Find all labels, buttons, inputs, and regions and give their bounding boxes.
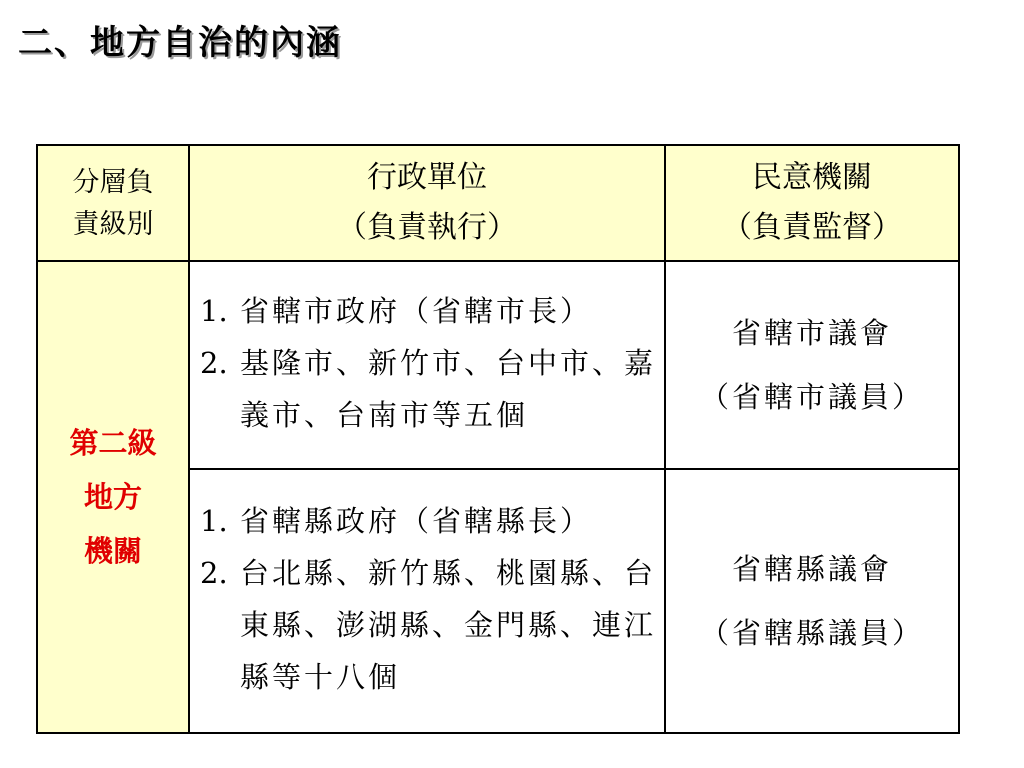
exec-item-text: 省轄縣政府（省轄縣長）: [240, 504, 593, 538]
level-header-line2: 責級別: [72, 209, 154, 240]
local-autonomy-table: [36, 144, 960, 734]
council-cell: [665, 261, 959, 469]
level-label-line2: 地方: [83, 480, 142, 514]
level-header-line1: 分層負: [72, 167, 154, 198]
table-row: [37, 261, 959, 469]
exec-list-item: [200, 285, 658, 337]
level-header-cell: [37, 145, 189, 261]
council-members: （省轄縣議員）: [699, 616, 924, 650]
exec-cell: [189, 469, 665, 733]
council-members: （省轄市議員）: [699, 380, 924, 414]
level-label-line1: 第二級: [69, 426, 157, 460]
exec-header-line2: （負責執行）: [337, 210, 517, 245]
exec-item-text: 台北縣、新竹縣、桃園縣、台東縣、澎湖縣、金門縣、連江縣等十八個: [240, 556, 657, 694]
exec-item-text: 省轄市政府（省轄市長）: [240, 294, 593, 328]
level-label-line3: 機關: [83, 534, 142, 568]
exec-item-number: 1.: [200, 504, 228, 538]
exec-list-item: [200, 495, 658, 547]
exec-list-item: [200, 337, 658, 441]
exec-cell: [189, 261, 665, 469]
exec-list: [190, 281, 664, 449]
exec-list: [190, 491, 664, 711]
level-cell: [37, 261, 189, 733]
council-name: 省轄市議會: [731, 316, 892, 350]
exec-item-text: 基隆市、新竹市、台中市、嘉義市、台南市等五個: [240, 346, 657, 432]
exec-header-line1: 行政單位: [367, 160, 487, 195]
exec-header-cell: [189, 145, 665, 261]
exec-list-item: [200, 547, 658, 703]
exec-item-number: 2.: [200, 556, 228, 590]
exec-item-number: 2.: [200, 346, 228, 380]
council-header-line1: 民意機關: [752, 160, 872, 195]
table-header-row: [37, 145, 959, 261]
council-cell: [665, 469, 959, 733]
council-header-cell: [665, 145, 959, 261]
council-header-line2: （負責監督）: [722, 210, 902, 245]
council-name: 省轄縣議會: [731, 552, 892, 586]
slide-title: 二、地方自治的內涵: [18, 23, 342, 63]
exec-item-number: 1.: [200, 294, 228, 328]
